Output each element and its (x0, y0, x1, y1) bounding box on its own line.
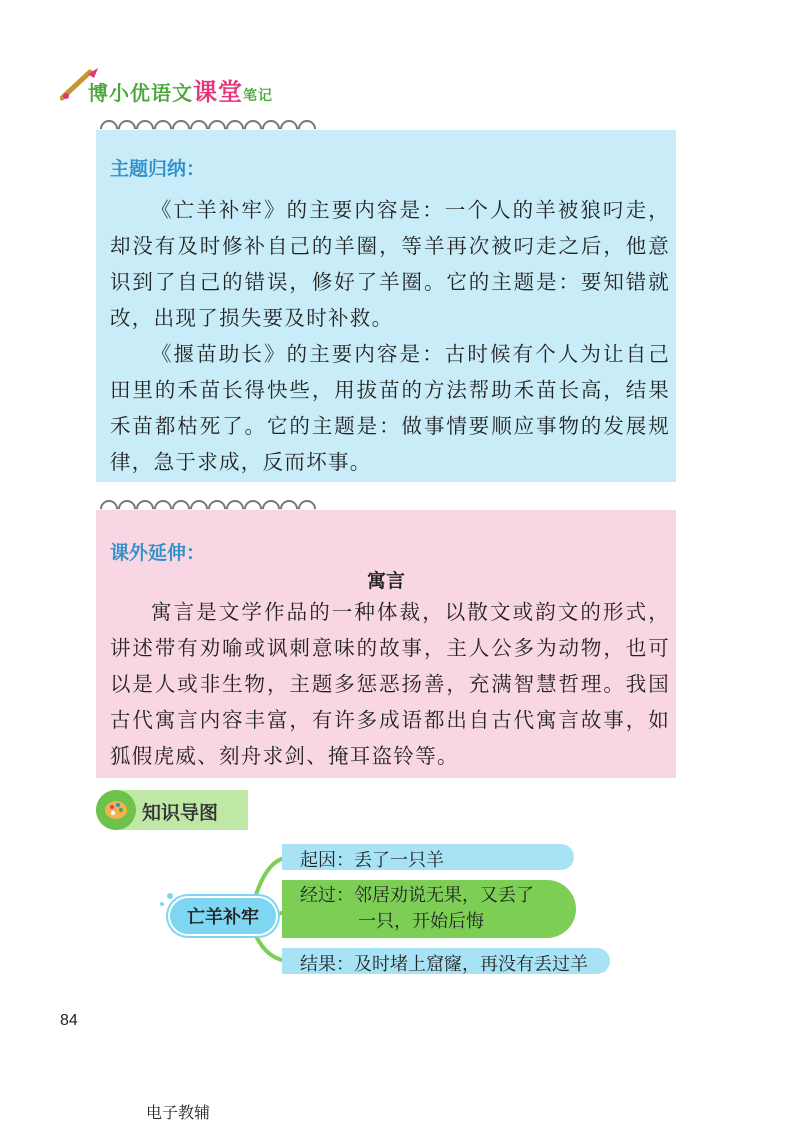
theme-paragraph-1: 《亡羊补牢》的主要内容是：一个人的羊被狼叼走，却没有及时修补自己的羊圈，等羊再次被叼走之后，他意识到了自己的错误，修好了羊圈。它的主题是：要知错就改，出现了损失要及时补救。 (110, 198, 670, 330)
mind-map-center: 亡羊补牢 (168, 896, 278, 936)
extension-heading: 课外延伸： (110, 542, 206, 564)
mind-map-branch-process (282, 880, 576, 938)
knowledge-map-label: 知识导图 (142, 802, 219, 824)
extension-subtitle: 寓言 (366, 570, 405, 592)
extension-paragraph: 寓言是文学作品的一种体裁，以散文或韵文的形式，讲述带有劝喻或讽刺意味的故事，主人公多为动物，也可以是人或非生物，主题多惩恶扬善，充满智慧哲理。我国古代寓言内容丰富，有许多成语都出自古代寓言故事，如狐假虎威、刻舟求剑、掩耳盗铃等。 (110, 600, 670, 768)
page-number: 84 (60, 1012, 78, 1029)
theme-paragraph-2: 《揠苗助长》的主要内容是：古时候有个人为让自己田里的禾苗长得快些，用拔苗的方法帮助禾苗长高，结果禾苗都枯死了。它的主题是：做事情要顺应事物的发展规律，急于求成，反而坏事。 (110, 342, 670, 474)
logo-part2: 课堂 (193, 78, 243, 106)
branch-process-line1: 经过：邻居劝说无果，又丢了 (300, 885, 534, 906)
mind-map-branch-result: 结果：及时堵上窟窿，再没有丢过羊 (282, 948, 610, 974)
logo-part3: 笔记 (243, 88, 273, 104)
branch-process-line2: 一只，开始后悔 (358, 911, 484, 932)
theme-summary-heading: 主题归纳： (110, 158, 206, 180)
mind-map-branch-cause: 起因：丢了一只羊 (282, 844, 574, 870)
logo-part1: 博小优语文 (88, 81, 193, 105)
footer-text: 电子教辅 (146, 1103, 211, 1122)
